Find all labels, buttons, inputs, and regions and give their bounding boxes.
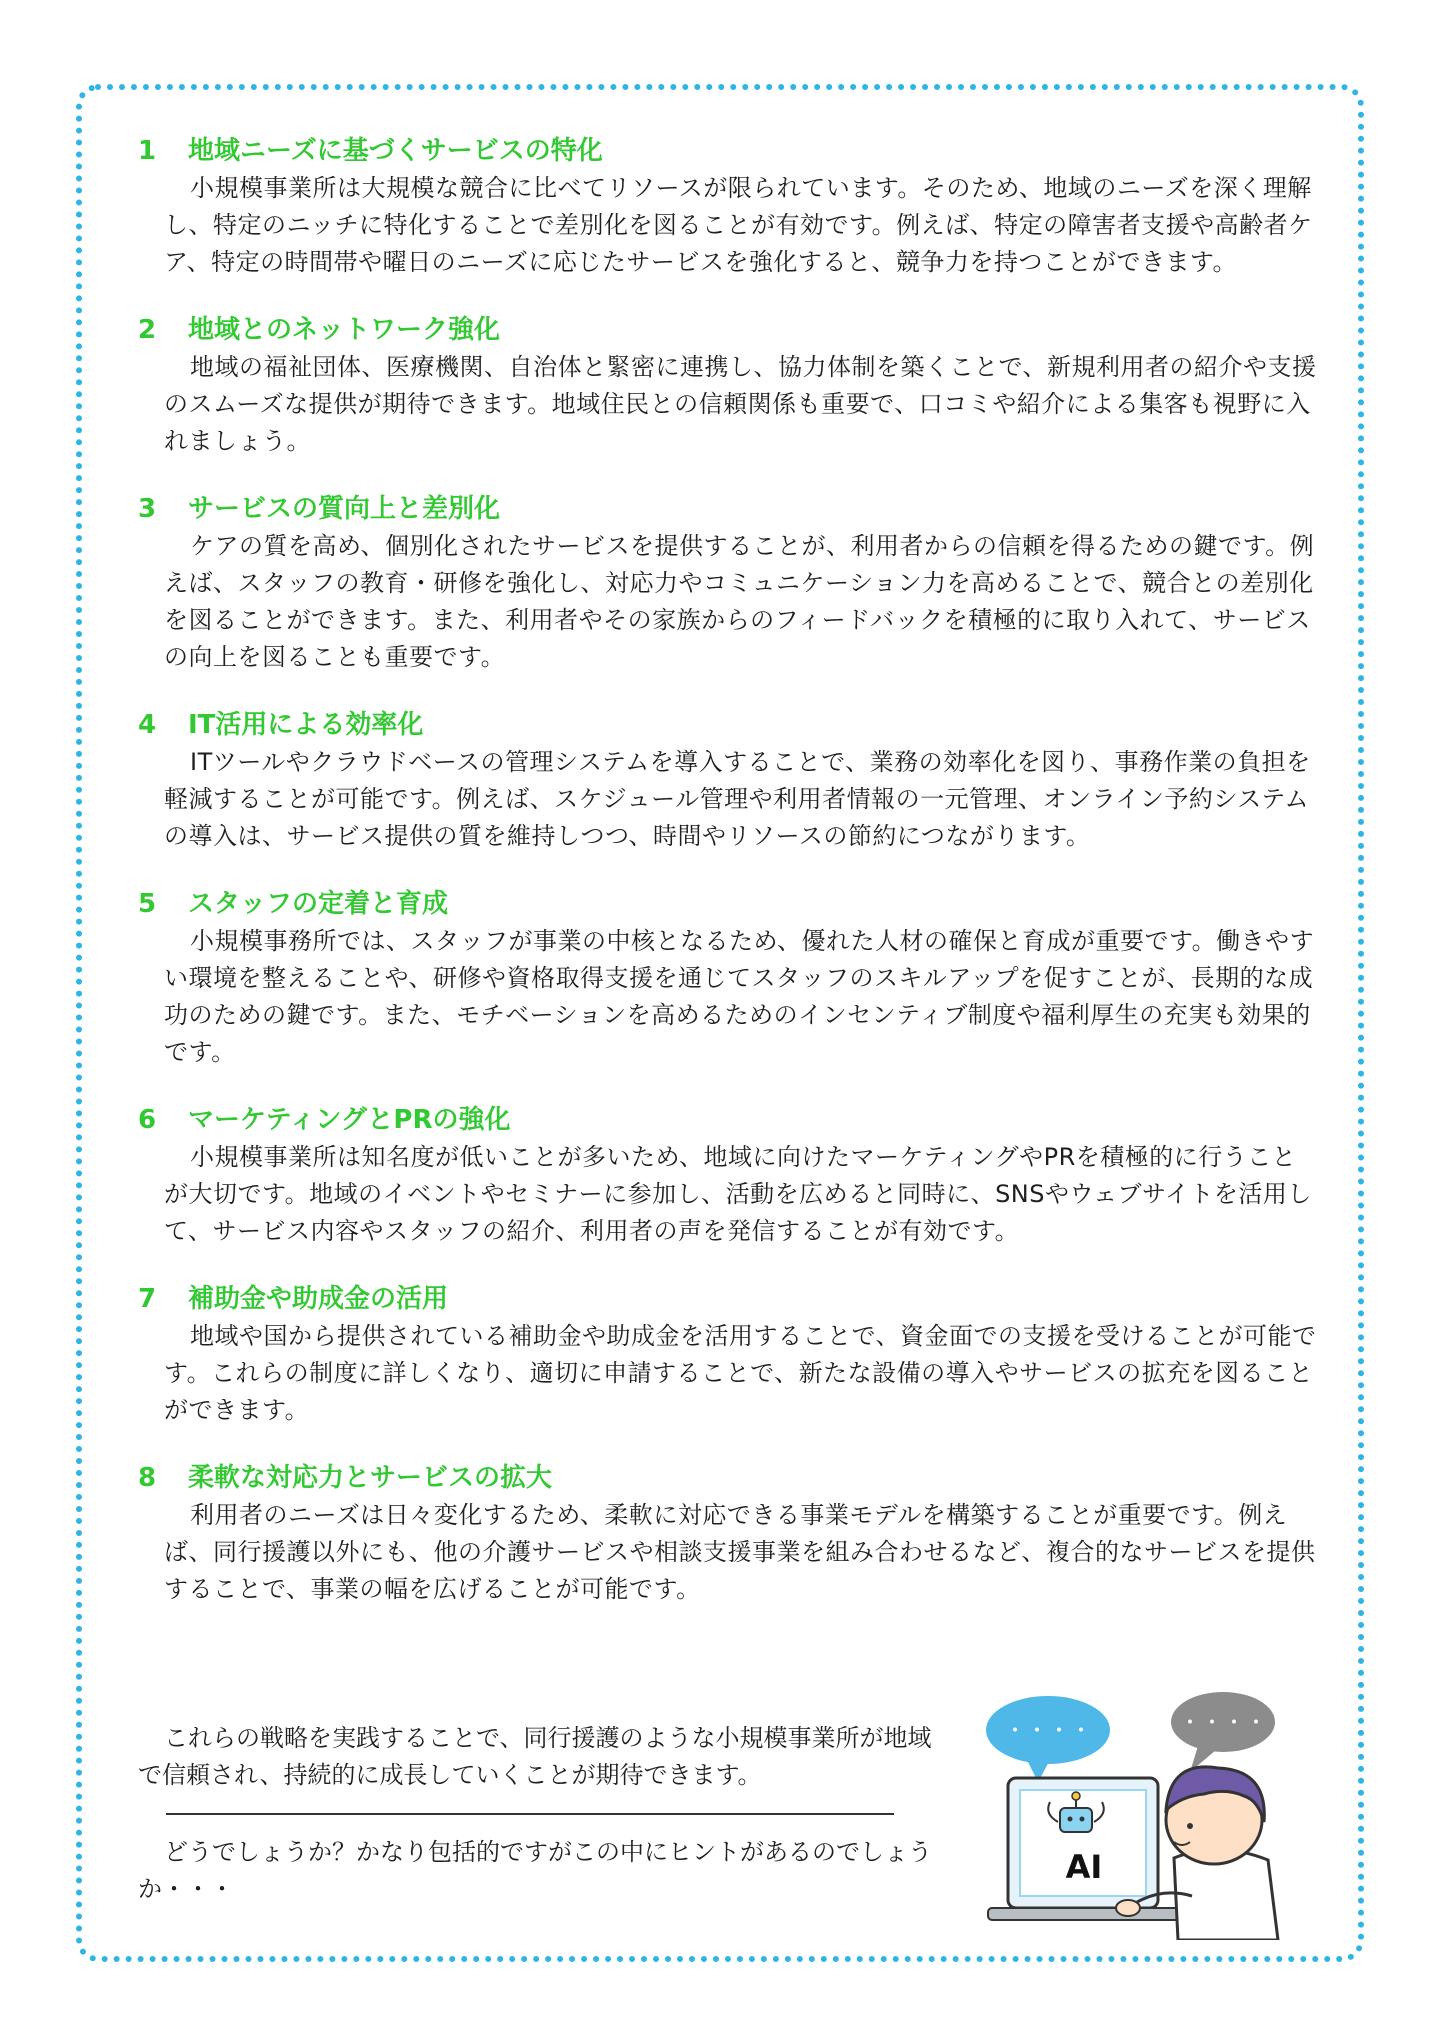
conclusion xyxy=(138,1720,938,1794)
section-body: ケアの質を高め、個別化されたサービスを提供することが、利用者からの信頼を得るための鍵です。例えば、スタッフの教育・研修を強化し、対応力やコミュニケーション力を高めることで、競合との差別化を図ることができます。また、利用者やその家族からのフィードバックを積極的に取り入れて、サービスの向上を図ることも重要です。 xyxy=(164,532,1315,671)
closing-text: どうでしょうか？かなり包括的ですがこの中にヒントがあるのでしょうか・・・ xyxy=(138,1838,932,1903)
section-body: 利用者のニーズは日々変化するため、柔軟に対応できる事業モデルを構築することが重要です。例えば、同行援護以外にも、他の介護サービスや相談支援事業を組み合わせるなど、複合的なサービスを提供することで、事業の幅を広げることが可能です。 xyxy=(164,1501,1316,1603)
section-4 xyxy=(138,706,1318,855)
section-number: 4 xyxy=(138,710,157,740)
speech-bubble-left xyxy=(986,1696,1110,1782)
section-number: 1 xyxy=(138,136,157,166)
section-3 xyxy=(138,490,1318,676)
section-heading xyxy=(138,1280,1318,1318)
boy-at-laptop-illustration xyxy=(978,1690,1288,1940)
closing xyxy=(138,1834,938,1908)
section-number: 3 xyxy=(138,494,157,524)
screen-text: AI xyxy=(1065,1848,1103,1886)
section-title: スタッフの定着と育成 xyxy=(188,889,449,919)
section-body: 地域や国から提供されている補助金や助成金を活用することで、資金面での支援を受けることが可能です。これらの制度に詳しくなり、適切に申請することで、新たな設備の導入やサービスの拡充を図ることができます。 xyxy=(164,1322,1317,1424)
section-number: 7 xyxy=(138,1284,157,1314)
section-number: 6 xyxy=(138,1105,157,1135)
section-heading xyxy=(138,311,1318,349)
section-heading xyxy=(138,1459,1318,1497)
section-title: 地域とのネットワーク強化 xyxy=(188,315,501,345)
section-number: 2 xyxy=(138,315,157,345)
section-number: 5 xyxy=(138,889,157,919)
conclusion-text: これらの戦略を実践することで、同行援護のような小規模事業所が地域で信頼され、持続的に成長していくことが期待できます。 xyxy=(138,1724,932,1789)
speech-bubble-right xyxy=(1171,1692,1275,1772)
section-heading xyxy=(138,1101,1318,1139)
section-title: マーケティングとPRの強化 xyxy=(188,1105,511,1135)
section-5 xyxy=(138,885,1318,1071)
section-2 xyxy=(138,311,1318,460)
section-title: 地域ニーズに基づくサービスの特化 xyxy=(188,136,603,166)
section-number: 8 xyxy=(138,1463,157,1493)
section-8 xyxy=(138,1459,1318,1608)
section-heading xyxy=(138,132,1318,170)
strategy-list xyxy=(138,132,1318,1638)
section-heading xyxy=(138,706,1318,744)
section-heading xyxy=(138,885,1318,923)
bubble-right-text: ・・・・ xyxy=(1178,1711,1268,1736)
divider xyxy=(166,1813,894,1815)
section-title: 補助金や助成金の活用 xyxy=(188,1284,449,1314)
section-title: IT活用による効率化 xyxy=(188,710,424,740)
section-heading xyxy=(138,490,1318,528)
section-body: 小規模事業所は大規模な競合に比べてリソースが限られています。そのため、地域のニーズを深く理解し、特定のニッチに特化することで差別化を図ることが有効です。例えば、特定の障害者支援や高齢者ケア、特定の時間帯や曜日のニーズに応じたサービスを強化すると、競争力を持つことができます。 xyxy=(164,174,1313,276)
section-body: 小規模事業所は知名度が低いことが多いため、地域に向けたマーケティングやPRを積極的に行うことが大切です。地域のイベントやセミナーに参加し、活動を広めると同時に、SNSやウェブサイトを活用して、サービス内容やスタッフの紹介、利用者の声を発信することが有効です。 xyxy=(164,1143,1312,1245)
section-title: 柔軟な対応力とサービスの拡大 xyxy=(188,1463,553,1493)
ai-illustration xyxy=(978,1690,1288,1940)
section-body: ITツールやクラウドベースの管理システムを導入することで、業務の効率化を図り、事務作業の負担を軽減することが可能です。例えば、スケジュール管理や利用者情報の一元管理、オンライン予約システムの導入は、サービス提供の質を維持しつつ、時間やリソースの節約につながります。 xyxy=(164,748,1311,850)
section-1 xyxy=(138,132,1318,281)
section-body: 小規模事務所では、スタッフが事業の中核となるため、優れた人材の確保と育成が重要です。働きやすい環境を整えることや、研修や資格取得支援を通じてスタッフのスキルアップを促すことが、長期的な成功のための鍵です。また、モチベーションを高めるためのインセンティブ制度や福利厚生の充実も効果的です。 xyxy=(164,927,1315,1066)
section-title: サービスの質向上と差別化 xyxy=(188,494,501,524)
section-body: 地域の福祉団体、医療機関、自治体と緊密に連携し、協力体制を築くことで、新規利用者の紹介や支援のスムーズな提供が期待できます。地域住民との信頼関係も重要で、口コミや紹介による集客も視野に入れましょう。 xyxy=(164,353,1317,455)
bubble-left-text: ・・・・ xyxy=(1003,1719,1093,1744)
section-7 xyxy=(138,1280,1318,1429)
section-6 xyxy=(138,1101,1318,1250)
